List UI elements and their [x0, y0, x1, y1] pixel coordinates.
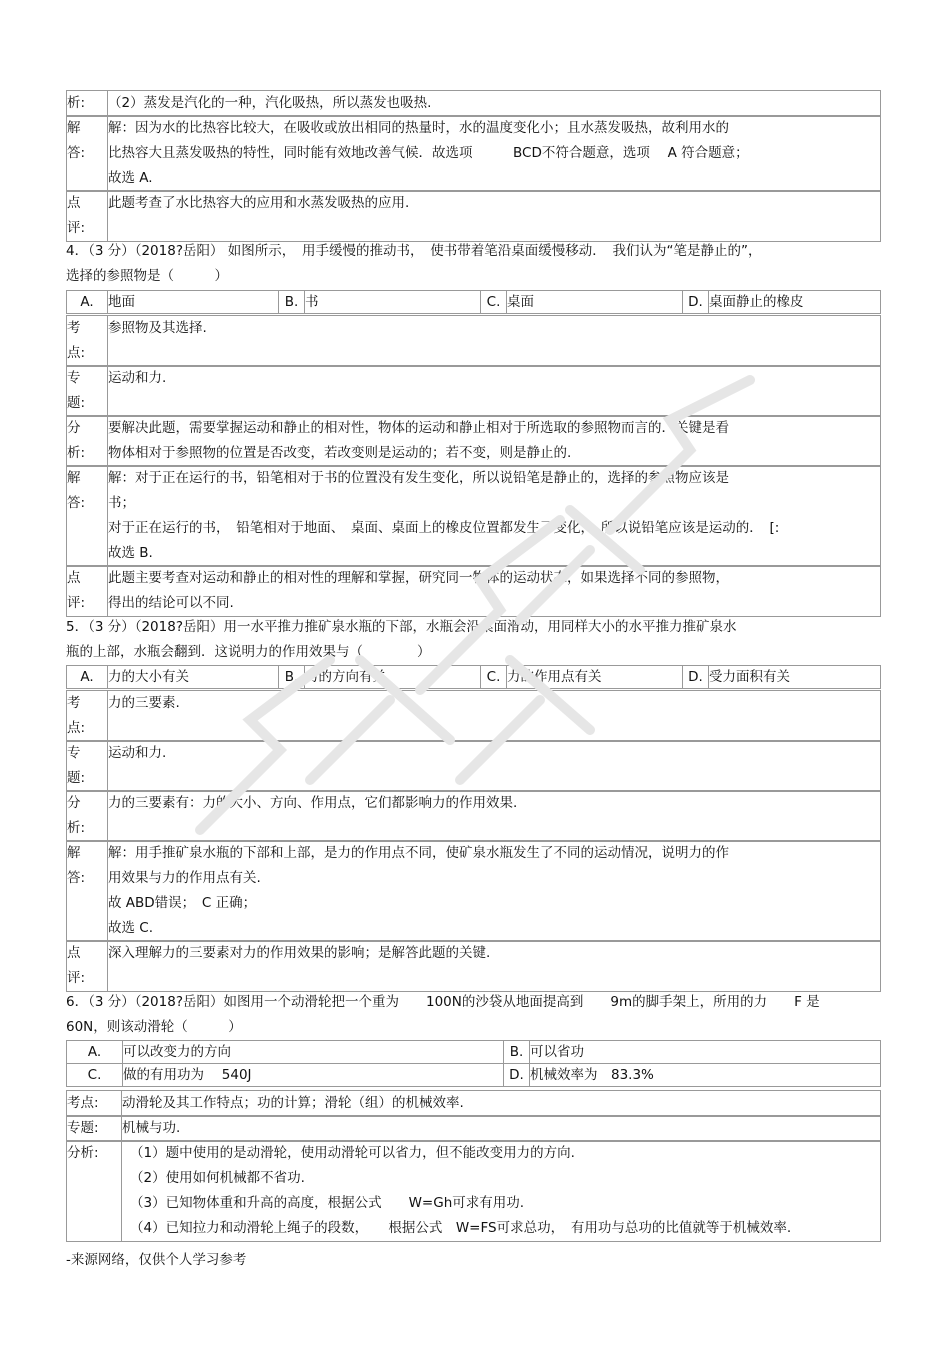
- text-line: 此题主要考查对运动和静止的相对性的理解和掌握，研究同一物体的运动状态，如果选择不同的参照物，: [108, 570, 729, 586]
- section-label: 题:: [67, 395, 86, 411]
- q4-stem: [66, 239, 886, 289]
- q4-zhuanti: [66, 365, 881, 417]
- option-text: 可以省功: [530, 1041, 881, 1064]
- q6-options: [66, 1040, 881, 1087]
- section-label: 考: [67, 320, 81, 336]
- q4-options: [66, 290, 881, 314]
- section-text: （2）蒸发是汽化的一种，汽化吸热，所以蒸发也吸热.: [108, 91, 881, 117]
- section-label: 答:: [67, 495, 86, 511]
- option-text: 力的大小有关: [108, 666, 279, 689]
- text-line: （2）使用如何机械都不省功.: [130, 1170, 305, 1186]
- text-line: 深入理解力的三要素对力的作用效果的影响；是解答此题的关键.: [108, 945, 491, 961]
- section-label: 专题:: [67, 1116, 122, 1142]
- section-text: 机械与功.: [122, 1116, 881, 1142]
- text-line: 故选 C.: [108, 920, 154, 936]
- text-line: 解：因为水的比热容比较大，在吸收或放出相同的热量时，水的温度变化小；且水蒸发吸热，故利用水的: [108, 120, 729, 136]
- option-text: 力的作用点有关: [507, 666, 683, 689]
- section-label: 答:: [67, 145, 86, 161]
- text-line: 要解决此题，需要掌握运动和静止的相对性，物体的运动和静止相对于所选取的参照物而言的．关键是看: [108, 420, 729, 436]
- q3-fenxi-tail: [66, 90, 881, 117]
- text-line: 对于正在运行的书， 铅笔相对于地面、 桌面、桌面上的橡皮位置都发生了变化， 所以说铅笔应该是运动的． [:: [108, 520, 780, 536]
- q5-jieda: [66, 840, 881, 942]
- section-label: 解: [67, 470, 81, 486]
- section-label: 评:: [67, 220, 86, 236]
- q5-kaodian: [66, 690, 881, 742]
- section-label: 评:: [67, 970, 86, 986]
- option-letter: C.: [481, 291, 507, 314]
- text-line: 此题考查了水比热容大的应用和水蒸发吸热的应用.: [108, 195, 410, 211]
- stem-line: 6．（3 分）（2018?岳阳）如图用一个动滑轮把一个重为 100N的沙袋从地面提高到 9m的脚手架上，所用的力 F 是: [66, 994, 820, 1010]
- q4-dianping: [66, 565, 881, 617]
- section-label: 点:: [67, 720, 86, 736]
- section-label: 分: [67, 795, 81, 811]
- section-text: 动滑轮及其工作特点；功的计算；滑轮（组）的机械效率.: [122, 1091, 881, 1117]
- q5-stem: [66, 615, 886, 665]
- option-text: 受力面积有关: [709, 666, 881, 689]
- text-line: 故 ABD错误； C 正确；: [108, 895, 257, 911]
- option-text: 力的方向有关: [305, 666, 481, 689]
- q5-dianping: [66, 940, 881, 992]
- text-line: 物体相对于参照物的位置是否改变，若改变则是运动的；若不变，则是静止的.: [108, 445, 572, 461]
- text-line: 运动和力.: [108, 370, 167, 386]
- text-line: 力的三要素有：力的大小、方向、作用点，它们都影响力的作用效果.: [108, 795, 518, 811]
- q6-zhuanti: [66, 1115, 881, 1142]
- section-label: 点: [67, 195, 81, 211]
- text-line: 参照物及其选择.: [108, 320, 207, 336]
- option-text: 机械效率为 83.3%: [530, 1064, 881, 1087]
- text-line: 运动和力.: [108, 745, 167, 761]
- option-text: 可以改变力的方向: [123, 1041, 504, 1064]
- text-line: 解：用手推矿泉水瓶的下部和上部，是力的作用点不同，使矿泉水瓶发生了不同的运动情况，说明力的作: [108, 845, 729, 861]
- option-letter: D.: [683, 666, 709, 689]
- section-label: 专: [67, 370, 81, 386]
- section-label: 分: [67, 420, 81, 436]
- option-text: 地面: [108, 291, 279, 314]
- q6-stem: [66, 990, 886, 1040]
- option-letter: B.: [279, 291, 305, 314]
- footer-note: -来源网络，仅供个人学习参考: [66, 1252, 247, 1268]
- option-letter: A.: [67, 291, 108, 314]
- text-line: 用效果与力的作用点有关.: [108, 870, 261, 886]
- option-text: 桌面: [507, 291, 683, 314]
- option-letter: B.: [504, 1041, 530, 1064]
- q4-jieda: [66, 465, 881, 567]
- q3-jieda: [66, 115, 881, 192]
- text-line: 解：对于正在运行的书，铅笔相对于书的位置没有发生变化，所以说铅笔是静止的，选择的参照物应该是: [108, 470, 729, 486]
- section-label: 分析:: [67, 1141, 122, 1242]
- text-line: 得出的结论可以不同.: [108, 595, 234, 611]
- section-label: 点: [67, 945, 81, 961]
- section-label: 题:: [67, 770, 86, 786]
- q4-fenxi: [66, 415, 881, 467]
- option-letter: C.: [67, 1064, 123, 1087]
- q5-zhuanti: [66, 740, 881, 792]
- option-letter: A.: [67, 666, 108, 689]
- option-letter: A.: [67, 1041, 123, 1064]
- q5-options: [66, 665, 881, 689]
- option-letter: D.: [683, 291, 709, 314]
- section-label: 点: [67, 570, 81, 586]
- stem-line: 瓶的上部，水瓶会翻到．这说明力的作用效果与（ ）: [66, 644, 431, 660]
- section-label: 答:: [67, 870, 86, 886]
- option-text: 桌面静止的橡皮: [709, 291, 881, 314]
- q5-fenxi: [66, 790, 881, 842]
- stem-line: 选择的参照物是（ ）: [66, 268, 228, 284]
- section-label: 析:: [67, 445, 86, 461]
- text-line: 书；: [108, 495, 135, 511]
- stem-line: 60N，则该动滑轮（ ）: [66, 1019, 242, 1035]
- q3-dianping: [66, 190, 881, 242]
- section-label: 考点:: [67, 1091, 122, 1117]
- q4-kaodian: [66, 315, 881, 367]
- section-label: 专: [67, 745, 81, 761]
- q6-kaodian: [66, 1090, 881, 1117]
- section-label: 考: [67, 695, 81, 711]
- section-label: 点:: [67, 345, 86, 361]
- option-letter: D.: [504, 1064, 530, 1087]
- option-letter: B.: [279, 666, 305, 689]
- section-label: 解: [67, 845, 81, 861]
- section-label: 析:: [67, 820, 86, 836]
- text-line: 故选 B.: [108, 545, 153, 561]
- option-text: 做的有用功为 540J: [123, 1064, 504, 1087]
- text-line: （1）题中使用的是动滑轮，使用动滑轮可以省力，但不能改变用力的方向.: [130, 1145, 575, 1161]
- stem-line: 4．（3 分）（2018?岳阳） 如图所示， 用手缓慢的推动书， 使书带着笔沿桌面缓慢移动． 我们认为“笔是静止的”，: [66, 243, 762, 259]
- section-label: 析:: [67, 91, 108, 117]
- option-letter: C.: [481, 666, 507, 689]
- text-line: （3）已知物体重和升高的高度，根据公式 W=Gh可求有用功.: [130, 1195, 525, 1211]
- q6-fenxi: [66, 1140, 881, 1242]
- section-label: 解: [67, 120, 81, 136]
- text-line: 故选 A.: [108, 170, 153, 186]
- text-line: 力的三要素.: [108, 695, 180, 711]
- stem-line: 5．（3 分）（2018?岳阳）用一水平推力推矿泉水瓶的下部，水瓶会沿桌面滑动，用同样大小的水平推力推矿泉水: [66, 619, 737, 635]
- text-line: （4）已知拉力和动滑轮上绳子的段数， 根据公式 W=FS可求总功， 有用功与总功的比值就等于机械效率.: [130, 1220, 792, 1236]
- option-text: 书: [305, 291, 481, 314]
- section-label: 评:: [67, 595, 86, 611]
- text-line: 比热容大且蒸发吸热的特性，同时能有效地改善气候．故选项 BCD不符合题意，选项 A 符合题意；: [108, 145, 749, 161]
